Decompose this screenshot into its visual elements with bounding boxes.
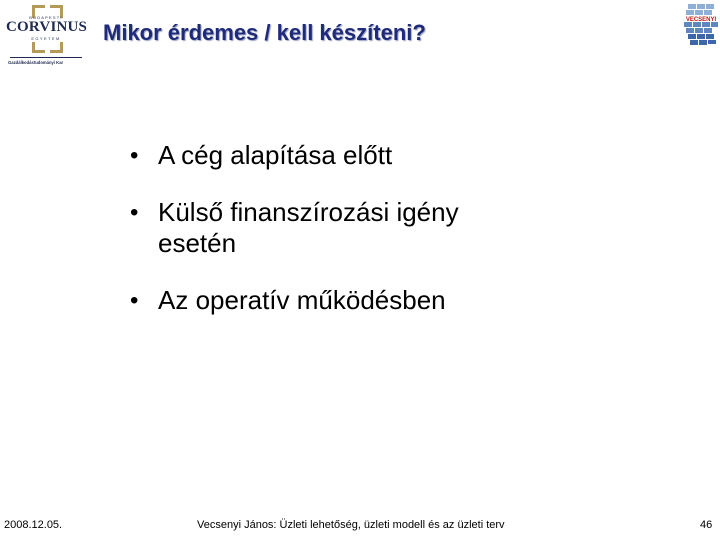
footer-date: 2008.12.05.: [4, 519, 63, 531]
logo-bottom-text: EGYETEM: [31, 36, 61, 41]
bullet-item: [130, 197, 670, 259]
logo-frame-bottom-left: [32, 42, 45, 53]
bullet-text: Az operatív működésben: [158, 285, 446, 315]
bullet-text-continuation: esetén: [158, 228, 237, 258]
logo-frame-bottom-right: [50, 42, 63, 53]
logo-top-text: BUDAPESTI: [29, 15, 63, 20]
corner-logo: [684, 4, 718, 50]
bullet-marker: •: [130, 287, 139, 314]
logo-main-text: CORVINUS: [6, 19, 88, 35]
bullet-marker: •: [130, 142, 139, 169]
bullet-item: [130, 285, 670, 316]
bullet-item: [130, 140, 670, 171]
logo-subtitle: Gazdálkodástudományi Kar: [8, 60, 64, 65]
footer-author-title: Vecsenyi János: Üzleti lehetőség, üzleti modell és az üzleti terv: [197, 519, 505, 531]
logo-divider: [10, 57, 82, 58]
university-logo: [6, 4, 88, 65]
corner-logo-text: VECSENYI: [685, 17, 717, 23]
bullet-list: [130, 140, 670, 342]
bullet-text: Külső finanszírozási igény: [158, 197, 459, 227]
bullet-text: A cég alapítása előtt: [158, 140, 393, 170]
slide-title: Mikor érdemes / kell készíteni?: [103, 20, 426, 45]
bullet-marker: •: [130, 199, 139, 226]
page-number: 46: [700, 519, 713, 531]
